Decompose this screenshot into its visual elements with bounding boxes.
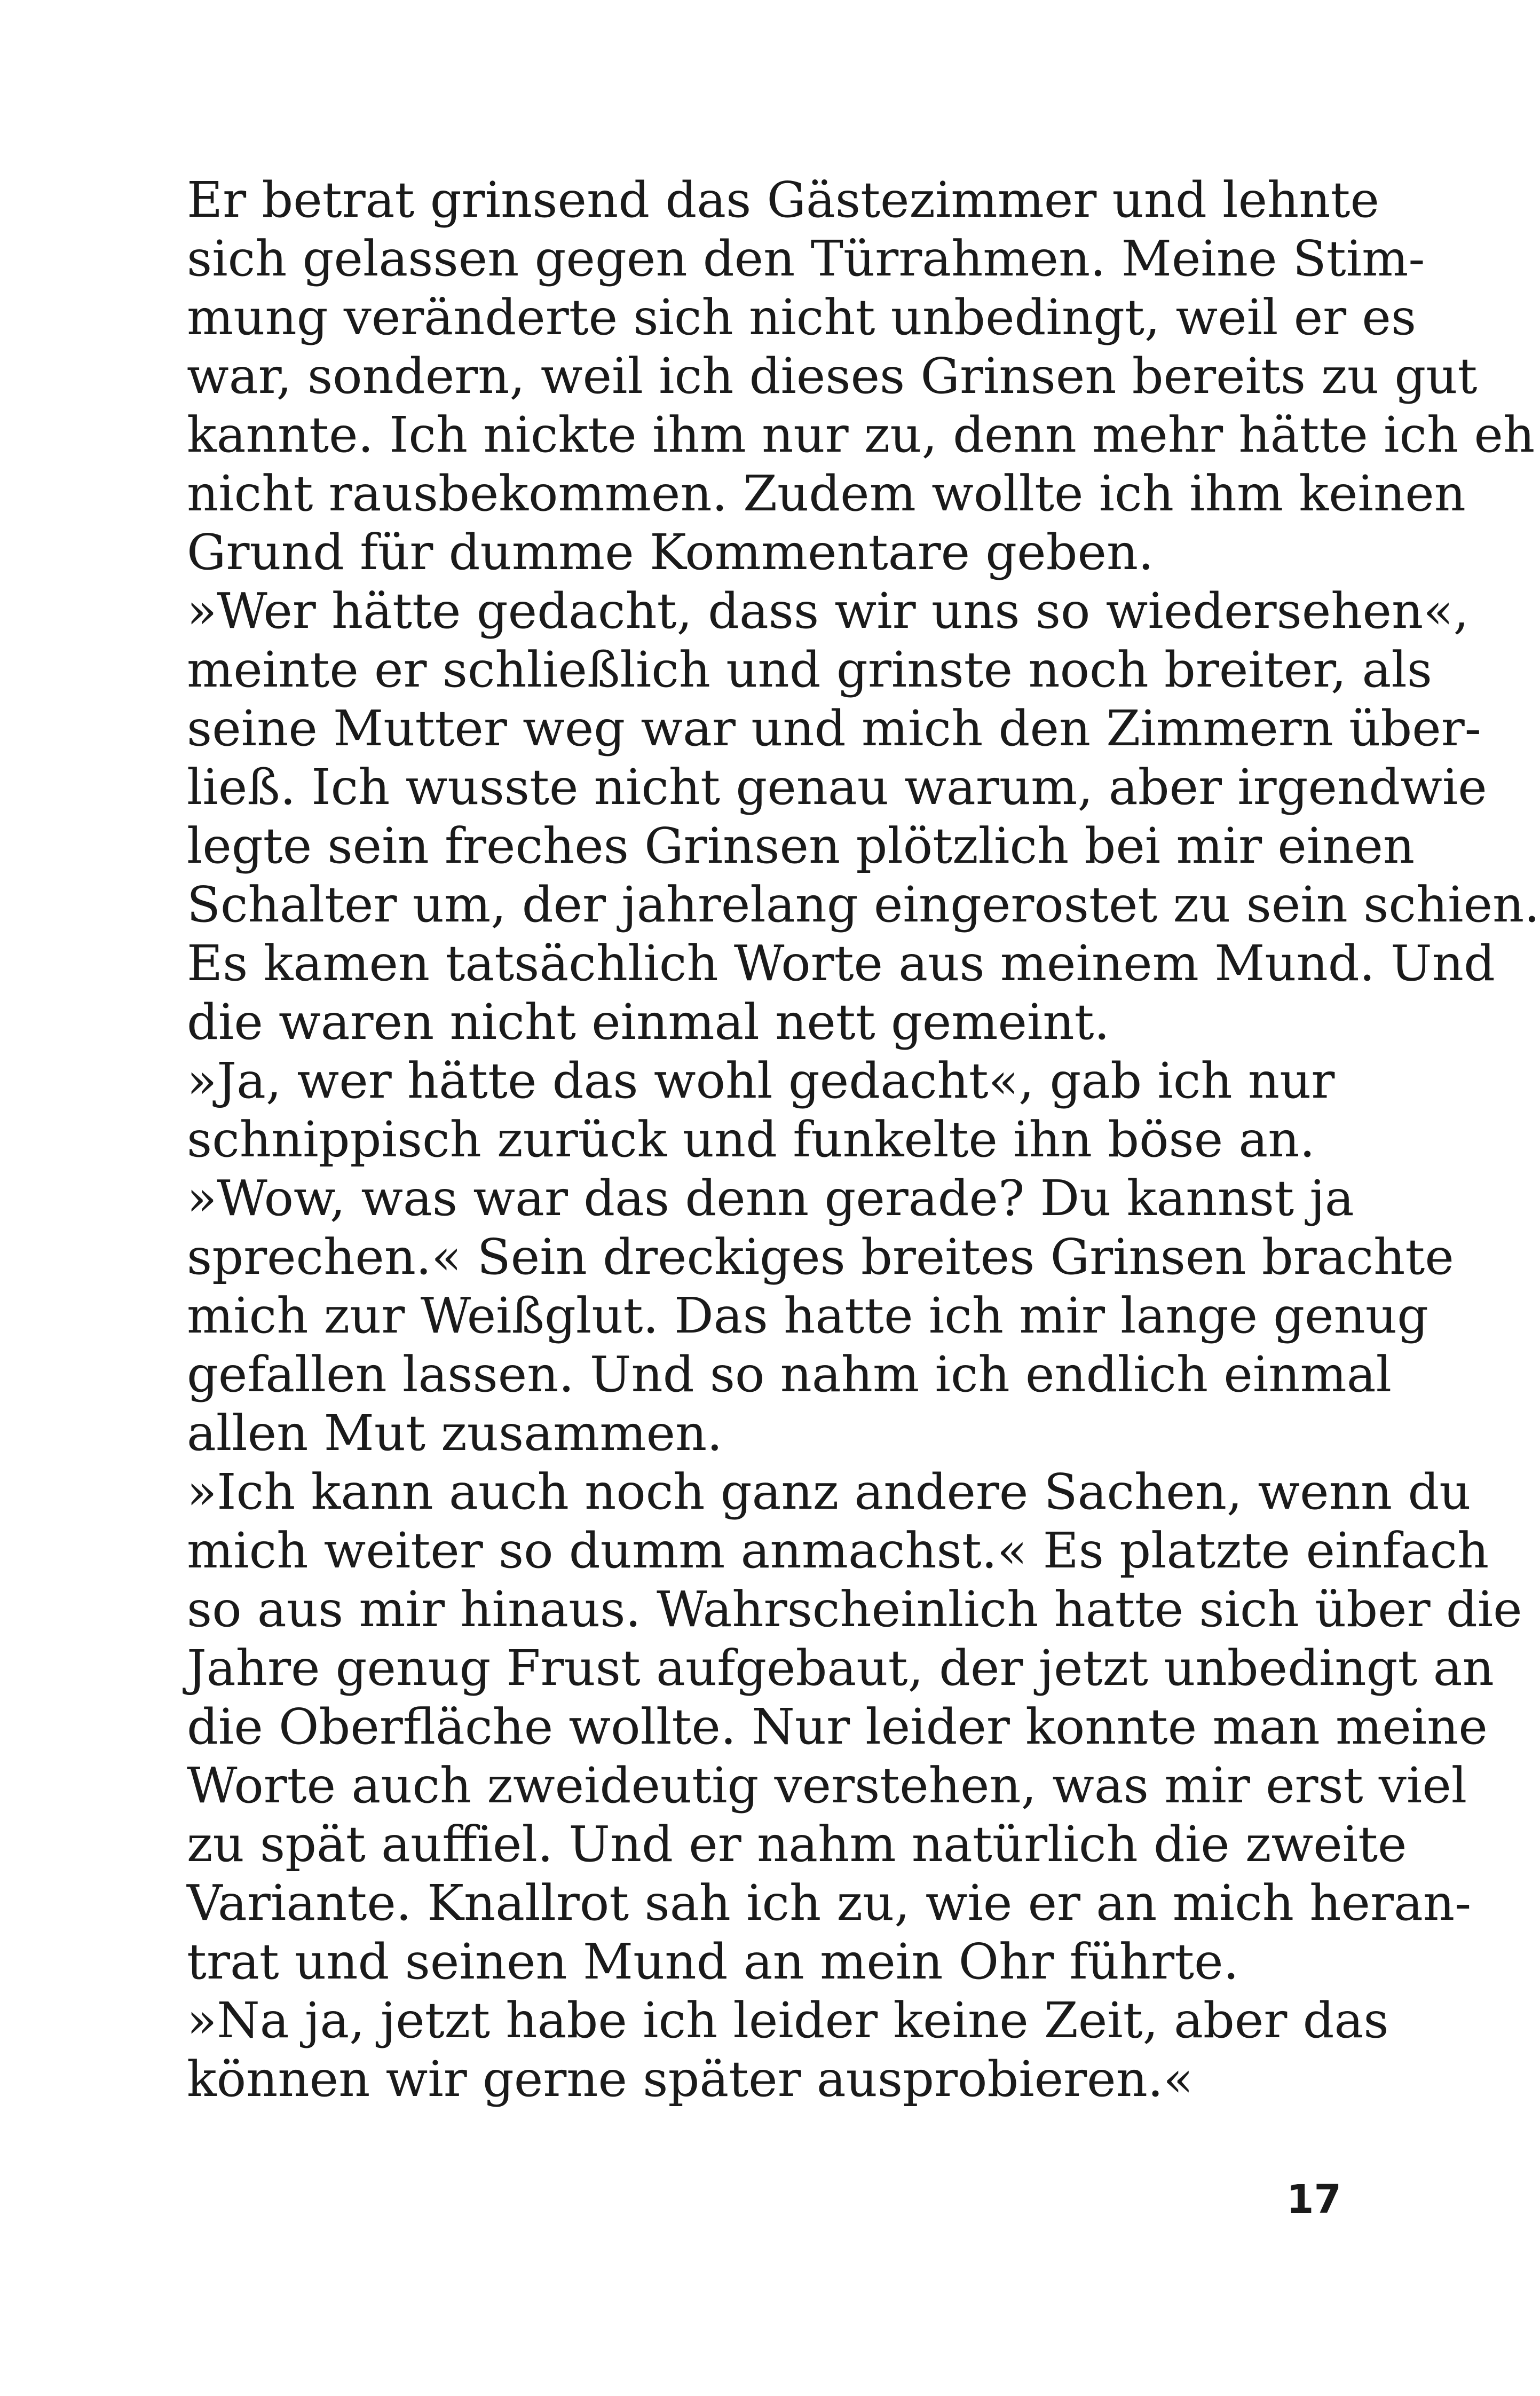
- paragraph: [187, 1991, 1389, 2109]
- text-line: Schalter um, der jahrelang eingerostet zu sein schien.: [187, 876, 1540, 933]
- text-line: mich weiter so dumm anmachst.« Es platzte einfach: [187, 1522, 1489, 1579]
- text-line: schnippisch zurück und funkelte ihn böse an.: [187, 1111, 1315, 1168]
- text-line: die waren nicht einmal nett gemeint.: [187, 994, 1110, 1051]
- text-line: nicht rausbekommen. Zudem wollte ich ihm keinen: [187, 465, 1466, 522]
- paragraph: [187, 582, 1540, 1052]
- text-line: Er betrat grinsend das Gästezimmer und lehnte: [187, 171, 1379, 228]
- body-text: [187, 171, 1540, 2109]
- text-line: mung veränderte sich nicht unbedingt, weil er es: [187, 289, 1417, 346]
- paragraph: [187, 1169, 1454, 1463]
- text-line: trat und seinen Mund an mein Ohr führte.: [187, 1933, 1239, 1990]
- page-number: 17: [1286, 2177, 1341, 2222]
- text-line: so aus mir hinaus. Wahrscheinlich hatte sich über die: [187, 1581, 1522, 1638]
- text-line: Jahre genug Frust aufgebaut, der jetzt unbedingt an: [187, 1640, 1494, 1697]
- text-line: Variante. Knallrot sah ich zu, wie er an mich heran-: [187, 1874, 1472, 1932]
- text-line: »Wow, was war das denn gerade? Du kannst ja: [187, 1170, 1354, 1227]
- text-line: Grund für dumme Kommentare geben.: [187, 524, 1154, 581]
- text-line: zu spät auffiel. Und er nahm natürlich die zweite: [187, 1816, 1407, 1873]
- paragraph: [187, 171, 1535, 582]
- text-line: allen Mut zusammen.: [187, 1405, 723, 1462]
- text-line: Es kamen tatsächlich Worte aus meinem Mund. Und: [187, 935, 1495, 992]
- text-line: legte sein freches Grinsen plötzlich bei mir einen: [187, 817, 1415, 874]
- text-line: die Oberfläche wollte. Nur leider konnte man meine: [187, 1698, 1488, 1755]
- text-line: sprechen.« Sein dreckiges breites Grinsen brachte: [187, 1228, 1454, 1286]
- text-line: können wir gerne später ausprobieren.«: [187, 2051, 1194, 2108]
- text-line: Worte auch zweideutig verstehen, was mir erst viel: [187, 1757, 1467, 1814]
- text-line: ließ. Ich wusste nicht genau warum, aber irgendwie: [187, 759, 1487, 816]
- text-line: meinte er schließlich und grinste noch breiter, als: [187, 641, 1433, 698]
- paragraph: [187, 1052, 1335, 1169]
- text-line: »Na ja, jetzt habe ich leider keine Zeit, aber das: [187, 1992, 1389, 2049]
- paragraph: [187, 1463, 1522, 1991]
- text-line: »Ja, wer hätte das wohl gedacht«, gab ich nur: [187, 1052, 1335, 1109]
- text-line: mich zur Weißglut. Das hatte ich mir lange genug: [187, 1287, 1429, 1344]
- text-line: war, sondern, weil ich dieses Grinsen bereits zu gut: [187, 348, 1478, 405]
- text-line: kannte. Ich nickte ihm nur zu, denn mehr hätte ich eh: [187, 406, 1535, 463]
- text-line: seine Mutter weg war und mich den Zimmern über-: [187, 700, 1481, 757]
- text-line: sich gelassen gegen den Türrahmen. Meine Stim-: [187, 230, 1425, 287]
- text-line: gefallen lassen. Und so nahm ich endlich einmal: [187, 1346, 1392, 1403]
- text-line: »Ich kann auch noch ganz andere Sachen, wenn du: [187, 1463, 1471, 1520]
- text-line: »Wer hätte gedacht, dass wir uns so wiedersehen«,: [187, 582, 1469, 640]
